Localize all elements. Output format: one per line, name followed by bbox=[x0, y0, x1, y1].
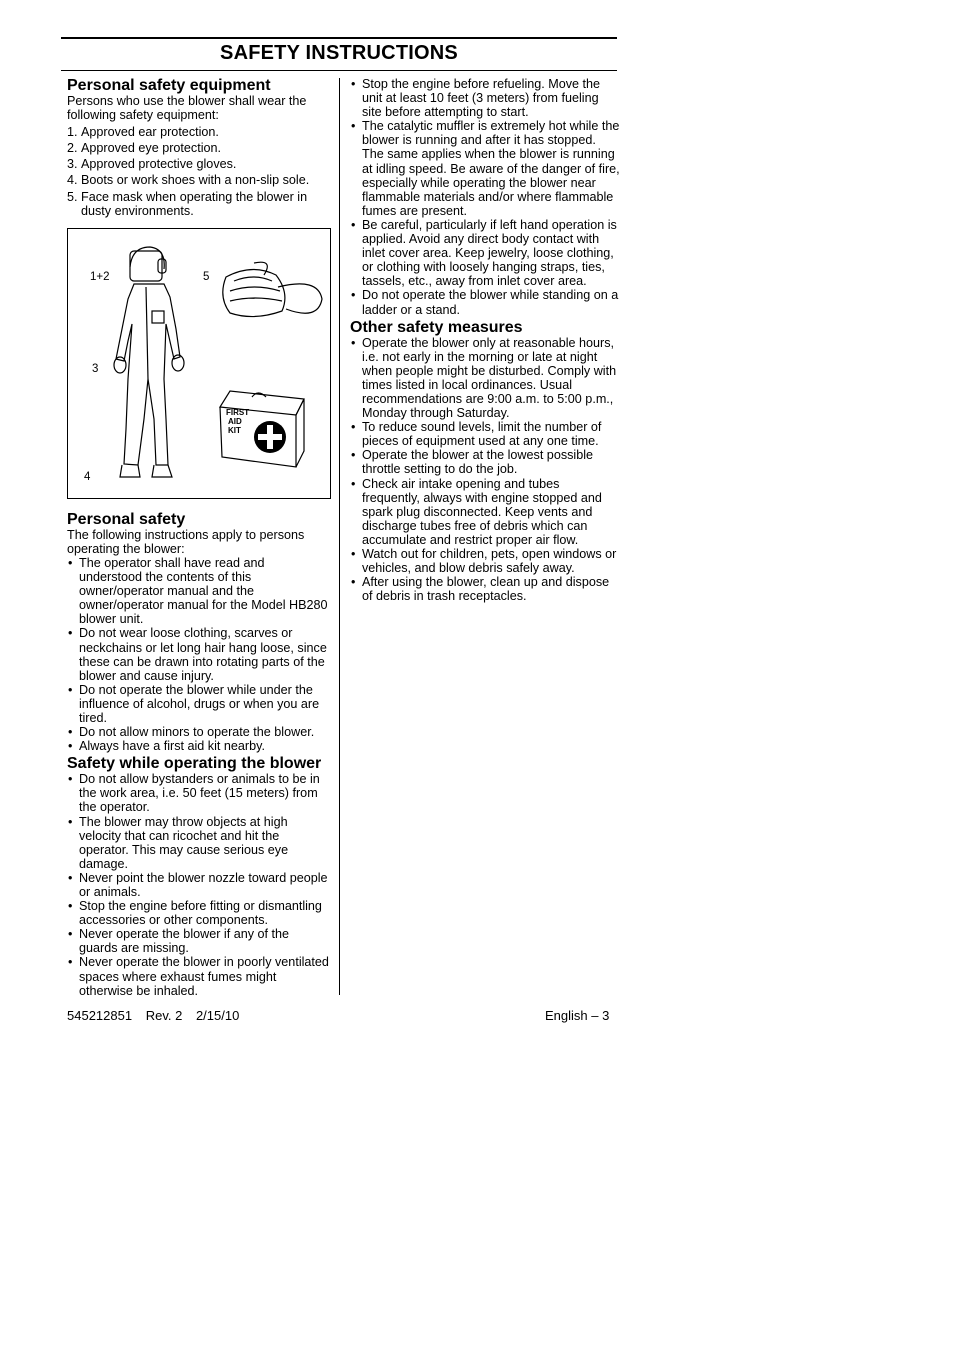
list-item: • Do not operate the blower while standing on a ladder or a stand. bbox=[350, 288, 620, 316]
footer-date: 2/15/10 bbox=[195, 1008, 240, 1023]
operating-safety-list-continued bbox=[350, 77, 620, 317]
footer-part-number: 545212851 bbox=[67, 1008, 133, 1023]
kit-cross-horizontal bbox=[258, 434, 282, 440]
safety-equipment-illustration bbox=[67, 228, 331, 499]
section-heading-other-safety: Other safety measures bbox=[350, 318, 523, 336]
face-visor bbox=[130, 251, 162, 281]
list-item bbox=[67, 157, 329, 171]
left-boot bbox=[120, 465, 140, 477]
list-item: • After using the blower, clean up and dispose of debris in trash receptacles. bbox=[350, 575, 620, 603]
list-item: • Never operate the blower in poorly ventilated spaces where exhaust fumes might otherwise be inhaled. bbox=[67, 955, 329, 997]
right-boot bbox=[152, 465, 172, 477]
footer-revision: Rev. 2 bbox=[145, 1008, 183, 1023]
item-number: 4. bbox=[67, 173, 78, 188]
list-item: • To reduce sound levels, limit the number of pieces of equipment used at any one time. bbox=[350, 420, 620, 448]
kit-text-first: FIRST bbox=[226, 407, 250, 417]
list-item: • The catalytic muffler is extremely hot while the blower is running and after it has stopped. The same applies when the blower is running at idling speed. Be aware of the danger of fire, especially while operating the blower near flammable materials and/or where flammable fumes are present. bbox=[350, 119, 620, 218]
kit-text-aid: AID bbox=[228, 416, 242, 426]
mask-nosepiece bbox=[254, 262, 267, 275]
list-item: • Stop the engine before fitting or dismantling accessories or other components. bbox=[67, 899, 329, 927]
equipment-intro: Persons who use the blower shall wear the following safety equipment: bbox=[67, 94, 307, 123]
personal-safety-list bbox=[67, 556, 329, 753]
list-item: • Check air intake opening and tubes frequently, always with engine stopped and spark plug disconnected. Keep vents and discharge tubes free of debris which can accumulate and restrict proper air flow. bbox=[350, 477, 620, 547]
other-safety-list bbox=[350, 336, 620, 604]
operating-safety-list bbox=[67, 772, 329, 998]
column-divider bbox=[339, 78, 340, 995]
list-item: • Never operate the blower if any of the guards are missing. bbox=[67, 927, 329, 955]
item-text: Approved eye protection. bbox=[81, 141, 222, 156]
coverall-zip bbox=[146, 287, 148, 379]
item-text: Approved protective gloves. bbox=[81, 157, 237, 172]
page-title: SAFETY INSTRUCTIONS bbox=[220, 42, 458, 64]
list-item: • Do not allow minors to operate the blower. bbox=[67, 725, 329, 739]
item-number: 2. bbox=[67, 141, 78, 156]
left-column bbox=[67, 77, 329, 998]
list-item: • Stop the engine before refueling. Move the unit at least 10 feet (3 meters) from fueling site before attempting to start. bbox=[350, 77, 620, 119]
section-heading-equipment: Personal safety equipment bbox=[67, 77, 271, 94]
header-rule-bottom bbox=[61, 70, 617, 71]
list-item: • Do not operate the blower while under the influence of alcohol, drugs or when you are tired. bbox=[67, 683, 329, 725]
helmet-outline bbox=[130, 247, 164, 269]
list-item bbox=[67, 141, 329, 155]
list-item: • Do not allow bystanders or animals to be in the work area, i.e. 50 feet (15 meters) from the operator. bbox=[67, 772, 329, 814]
mask-ridges bbox=[230, 277, 282, 301]
list-item bbox=[67, 125, 329, 139]
footer-page-number: English – 3 bbox=[545, 1008, 610, 1023]
figure-label-mask: 5 bbox=[203, 270, 210, 283]
item-text: Boots or work shoes with a non-slip sole. bbox=[81, 173, 310, 188]
list-item: • Do not wear loose clothing, scarves or neckchains or let long hair hang loose, since these can be drawn into rotating parts of the blower and cause injury. bbox=[67, 626, 329, 682]
figure-label-gloves: 3 bbox=[92, 362, 99, 375]
figure-label-boots: 4 bbox=[84, 470, 91, 483]
kit-side bbox=[296, 399, 304, 467]
item-number: 5. bbox=[67, 189, 78, 204]
list-item: • Operate the blower only at reasonable hours, i.e. not early in the morning or late at night when people might be disturbed. Comply with times listed in local ordinances. Usual recommendations are 9:00 a.m. to 5:00 p.m., Monday through Saturday. bbox=[350, 336, 620, 421]
item-number: 3. bbox=[67, 157, 78, 172]
item-text: Approved ear protection. bbox=[81, 125, 219, 140]
section-heading-operating-safety: Safety while operating the blower bbox=[67, 755, 322, 773]
header-rule-top bbox=[61, 37, 617, 39]
kit-text-kit: KIT bbox=[228, 425, 241, 435]
personal-safety-intro: The following instructions apply to persons operating the blower: bbox=[67, 527, 305, 556]
list-item: • Never point the blower nozzle toward people or animals. bbox=[67, 871, 329, 899]
section-heading-personal-safety: Personal safety bbox=[67, 510, 186, 528]
list-item: • Operate the blower at the lowest possible throttle setting to do the job. bbox=[350, 448, 620, 476]
coverall-pocket bbox=[152, 311, 164, 323]
list-item: • Always have a first aid kit nearby. bbox=[67, 739, 329, 753]
equipment-list bbox=[67, 125, 329, 218]
list-item: • The operator shall have read and understood the contents of this owner/operator manual and the owner/operator manual for the Model HB280 blower unit. bbox=[67, 556, 329, 626]
right-column bbox=[350, 77, 620, 603]
list-item: • The blower may throw objects at high velocity that can ricochet and hit the operator. This may cause serious eye damage. bbox=[67, 815, 329, 871]
figure-label-ear-eye: 1+2 bbox=[90, 270, 110, 283]
list-item bbox=[67, 173, 329, 187]
list-item bbox=[67, 190, 329, 218]
list-item: • Watch out for children, pets, open windows or vehicles, and blow debris safely away. bbox=[350, 547, 620, 575]
item-number: 1. bbox=[67, 125, 78, 140]
footer-document-info bbox=[67, 1008, 249, 1023]
item-text: Face mask when operating the blower in dusty environments. bbox=[81, 189, 308, 218]
list-item: • Be careful, particularly if left hand operation is applied. Avoid any direct body contact with inlet cover area. Keep jewelry, loose clothing, or clothing with loosely hanging straps, ties, tassels, etc., away from inlet cover area. bbox=[350, 218, 620, 288]
